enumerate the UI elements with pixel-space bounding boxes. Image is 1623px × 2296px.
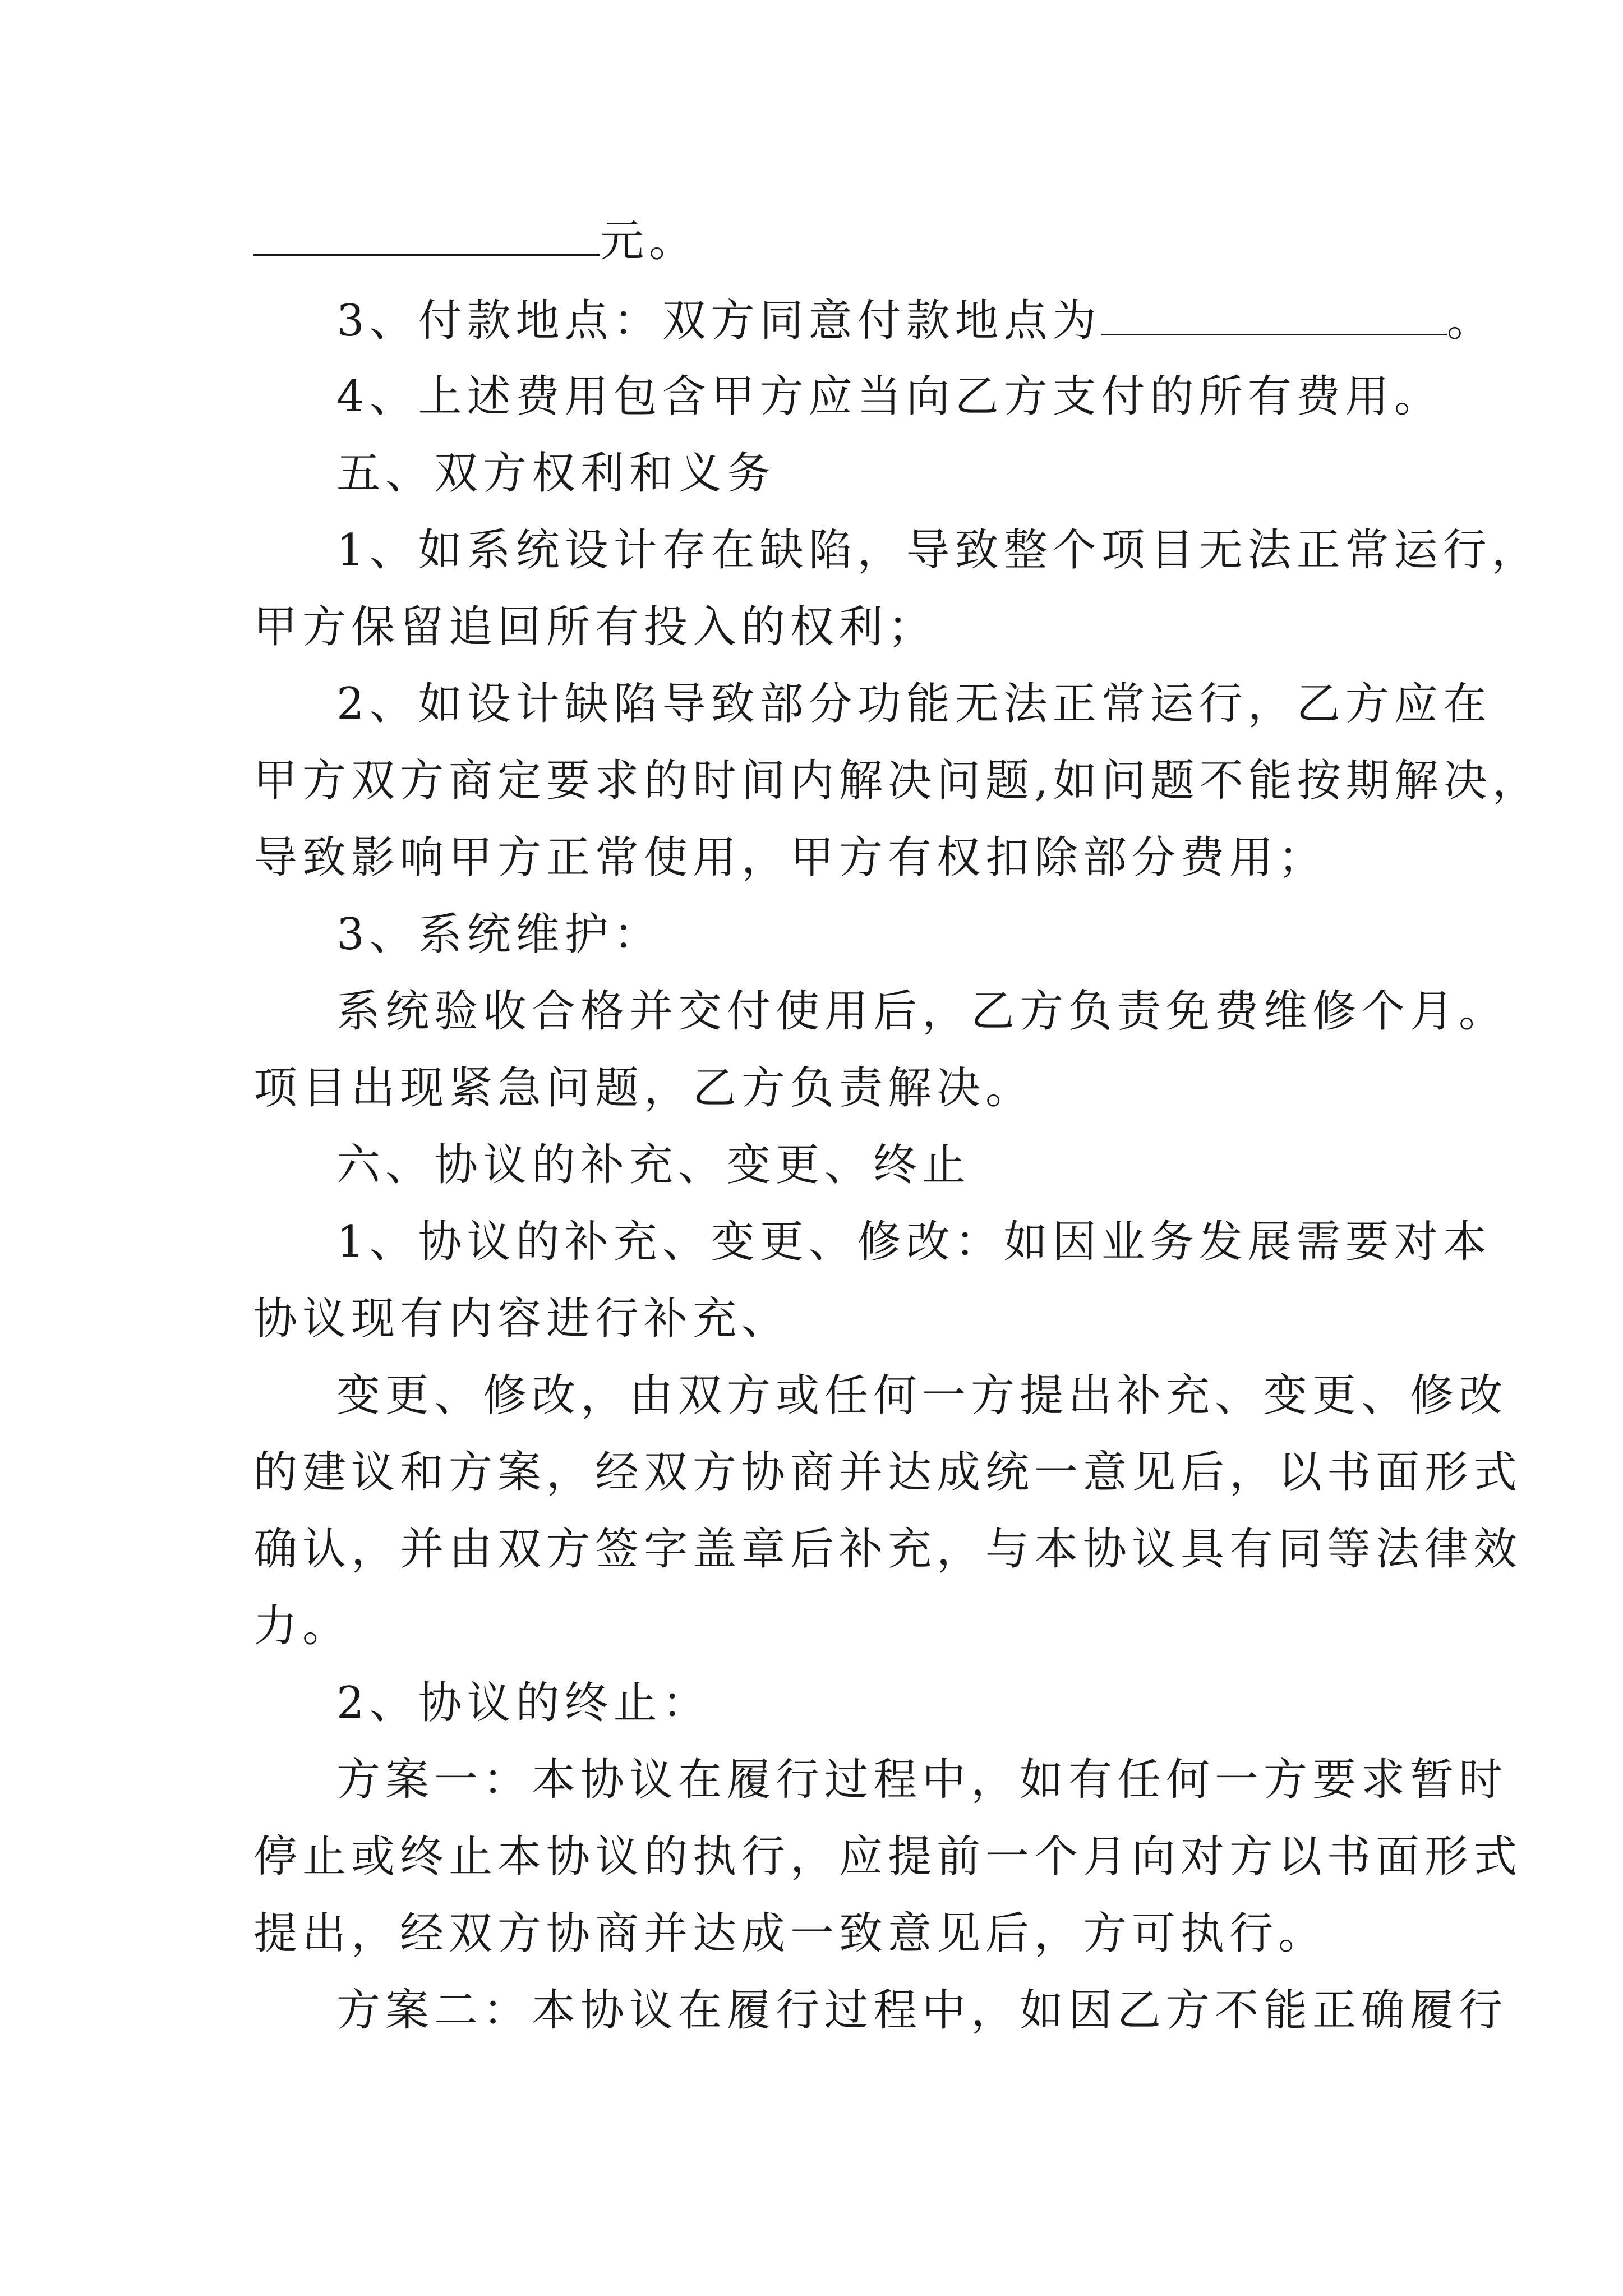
fill-in-blank <box>253 217 600 256</box>
paragraph-line: 方案二：本协议在履行过程中，如因乙方不能正确履行 <box>336 1985 1508 2036</box>
paragraph-line: 系统验收合格并交付使用后，乙方负责免费维修个月。 <box>336 986 1508 1037</box>
fill-in-blank <box>1101 297 1447 335</box>
paragraph-line: 力。 <box>253 1601 352 1651</box>
paragraph-line: 2、如设计缺陷导致部分功能无法正常运行，乙方应在 <box>336 679 1492 729</box>
paragraph-line: 导致影响甲方正常使用，甲方有权扣除部分费用； <box>253 832 1327 883</box>
paragraph-line: 方案一：本协议在履行过程中，如有任何一方要求暂时 <box>336 1755 1508 1805</box>
paragraph-line: 变更、修改，由双方或任何一方提出补充、变更、修改 <box>336 1370 1508 1421</box>
paragraph-line <box>336 293 1503 349</box>
paragraph-line: 协议现有内容进行补充、 <box>253 1294 791 1344</box>
paragraph-line: 的建议和方案，经双方协商并达成统一意见后，以书面形式 <box>253 1447 1523 1498</box>
paragraph-line: 确认，并由双方签字盖章后补充，与本协议具有同等法律效 <box>253 1524 1523 1575</box>
section-heading: 五、双方权利和义务 <box>336 448 776 499</box>
paragraph-line: 提出，经双方协商并达成一致意见后，方可执行。 <box>253 1908 1327 1959</box>
paragraph-line: 甲方双方商定要求的时间内解决问题,如问题不能按期解决， <box>253 756 1541 806</box>
paragraph-line: 3、系统维护： <box>336 909 662 960</box>
section-heading: 六、协议的补充、变更、终止 <box>336 1140 971 1190</box>
text-run: 3、付款地点：双方同意付款地点为 <box>336 296 1101 346</box>
paragraph-line <box>253 213 1420 269</box>
paragraph-line: 4、上述费用包含甲方应当向乙方支付的所有费用。 <box>336 371 1443 422</box>
paragraph-line: 1、协议的补充、变更、修改：如因业务发展需要对本 <box>336 1217 1492 1267</box>
text-run: 元。 <box>600 216 698 266</box>
paragraph-line: 停止或终止本协议的执行，应提前一个月向对方以书面形式 <box>253 1832 1523 1882</box>
paragraph-line: 甲方保留追回所有投入的权利； <box>253 602 937 652</box>
paragraph-line: 项目出现紧急问题，乙方负责解决。 <box>253 1063 1035 1114</box>
text-run: 。 <box>1446 296 1496 346</box>
paragraph-line: 2、协议的终止： <box>336 1678 711 1728</box>
paragraph-line: 1、如系统设计存在缺陷，导致整个项目无法正常运行， <box>336 525 1541 576</box>
